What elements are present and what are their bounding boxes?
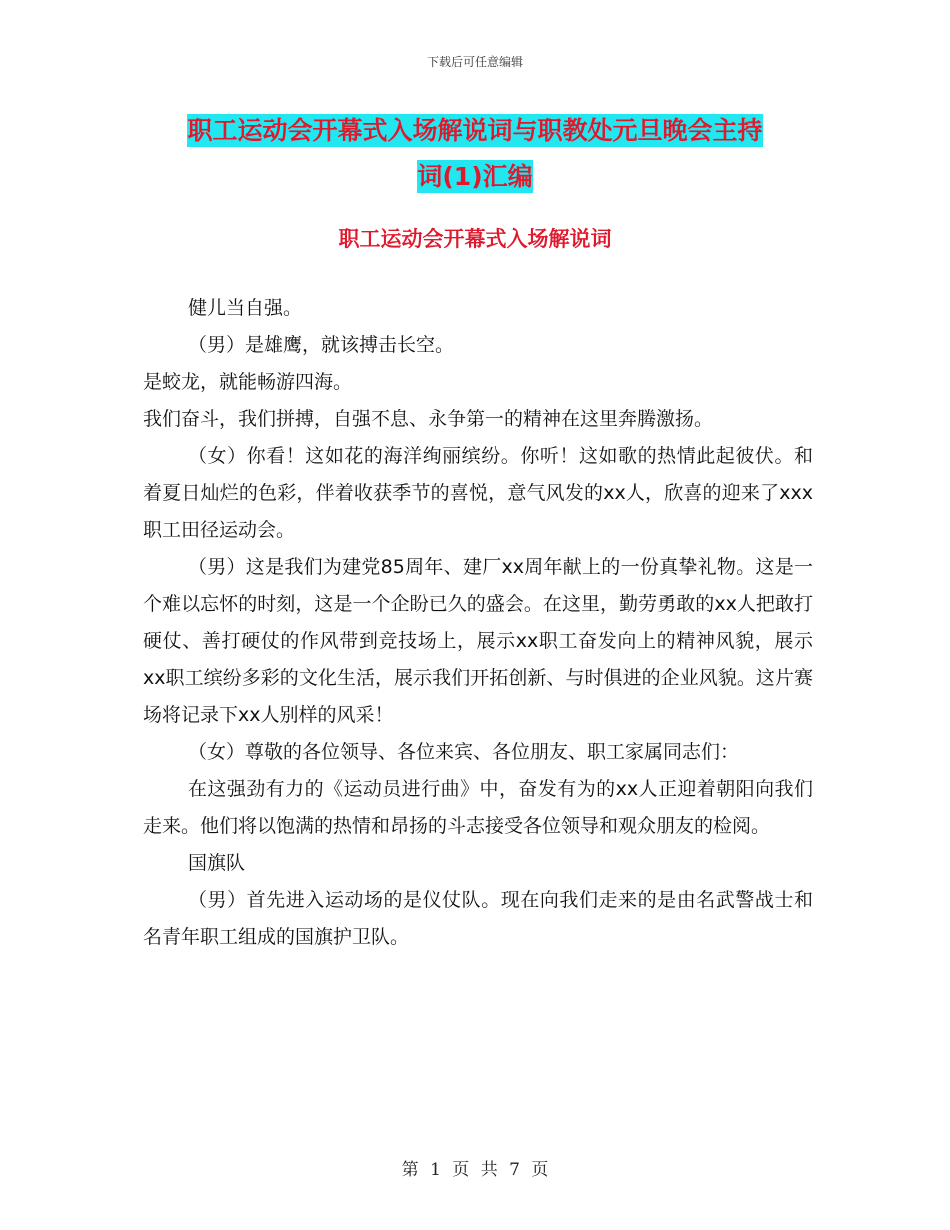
document-title-line1: 职工运动会开幕式入场解说词与职教处元旦晚会主持 xyxy=(187,116,763,145)
paragraph: （男）是雄鹰，就该搏击长空。 xyxy=(188,334,455,356)
paragraph: （男）这是我们为建党85周年、建厂xx周年献上的一份真挚礼物。这是一个难以忘怀的时刻，这是一个企盼已久的盛会。在这里，勤劳勇敢的xx人把敢打硬仗、善打硬仗的作风带到竞技场上，展示xx职工奋发向上的精神风貌，展示xx职工缤纷多彩的文化生活，展示我们开拓创新、与时俱进的企业风貌。这片赛场将记录下xx人别样的风采！ xyxy=(143,556,813,726)
paragraph: 在这强劲有力的《运动员进行曲》中，奋发有为的xx人正迎着朝阳向我们走来。他们将以饱满的热情和昂扬的斗志接受各位领导和观众朋友的检阅。 xyxy=(143,778,813,837)
paragraph: 国旗队 xyxy=(188,852,246,874)
paragraph: （女）尊敬的各位领导、各位来宾、各位朋友、职工家属同志们： xyxy=(188,741,740,763)
paragraph: 我们奋斗，我们拼搏，自强不息、永争第一的精神在这里奔腾激扬。 xyxy=(143,408,714,430)
paragraph: （女）你看！这如花的海洋绚丽缤纷。你听！这如歌的热情此起彼伏。和着夏日灿烂的色彩，伴着收获季节的喜悦，意气风发的xx人，欣喜的迎来了xxx职工田径运动会。 xyxy=(143,445,813,541)
document-title xyxy=(145,108,805,200)
document-body xyxy=(143,290,813,956)
page-number: 第 1 页 共 7 页 xyxy=(401,1160,549,1180)
header-note: 下载后可任意编辑 xyxy=(426,55,523,69)
paragraph: （男）首先进入运动场的是仪仗队。现在向我们走来的是由名武警战士和名青年职工组成的国旗护卫队。 xyxy=(143,889,813,948)
section-heading: 职工运动会开幕式入场解说词 xyxy=(338,227,612,251)
paragraph: 健儿当自强。 xyxy=(188,297,303,319)
document-title-line2: 词(1)汇编 xyxy=(417,162,533,191)
paragraph: 是蛟龙，就能畅游四海。 xyxy=(143,371,353,393)
